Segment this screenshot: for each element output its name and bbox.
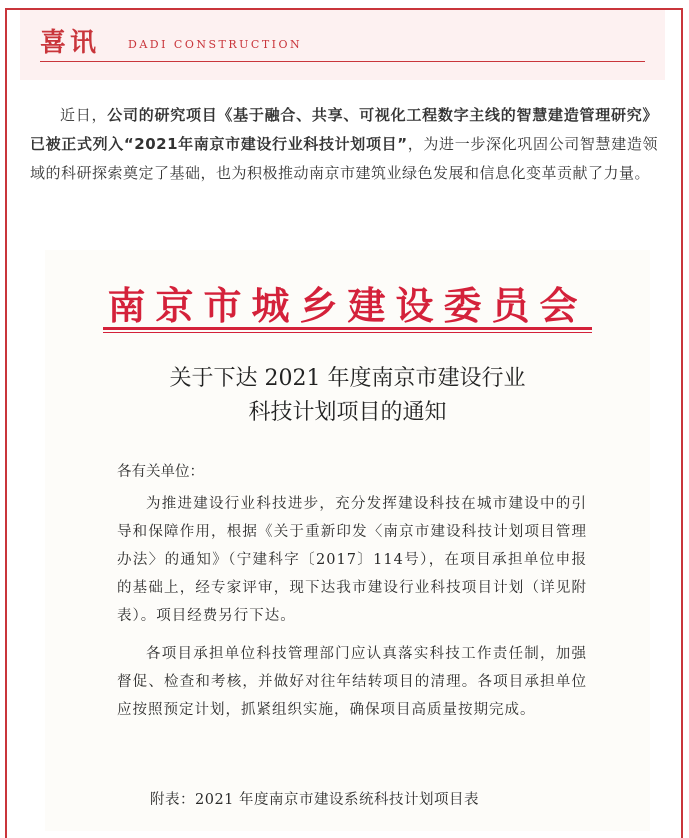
header-divider	[40, 61, 645, 62]
letterhead-rule-thick	[103, 327, 592, 330]
notice-document-image	[45, 250, 650, 831]
intro-lead: 近日，	[60, 106, 108, 124]
article-header	[20, 10, 665, 80]
notice-title	[45, 362, 650, 430]
letterhead-rule-thin	[103, 332, 592, 333]
header-title: 喜讯	[40, 28, 101, 58]
header-subtitle: DADI CONSTRUCTION	[128, 38, 303, 51]
intro-rest: ，为进一步深化巩固公司智慧建造领域的科研探索奠定了基础，也为积极推动南京市建筑业绿色发展和信息化变革贡献了力量。	[30, 135, 658, 182]
notice-title-line1: 关于下达 2021 年度南京市建设行业	[169, 366, 526, 391]
notice-salutation: 各有关单位：	[117, 464, 204, 480]
notice-paragraph-2: 各项目承担单位科技管理部门应认真落实科技工作责任制，加强督促、检查和考核，并做好对往年结转项目的清理。各项目承担单位应按照预定计划，抓紧组织实施，确保项目高质量按期完成。	[117, 646, 587, 718]
notice-paragraph-1: 为推进建设行业科技进步，充分发挥建设科技在城市建设中的引导和保障作用，根据《关于重新印发〈南京市建设科技计划项目管理办法〉的通知》（宁建科字〔2017〕114号），在项目承担单位申报的基础上，经专家评审，现下达我市建设行业科技项目计划（详见附表）。项目经费另行下达。	[117, 496, 587, 624]
notice-attachment: 附表：2021 年度南京市建设系统科技计划项目表	[150, 792, 480, 808]
intro-bold-text: 公司的研究项目《基于融合、共享、可视化工程数字主线的智慧建造管理研究》已被正式列入“2021年南京市建设行业科技计划项目”	[30, 106, 658, 153]
org-letterhead: 南京市城乡建设委员会	[107, 283, 588, 328]
intro-paragraph	[30, 101, 658, 188]
notice-title-line2: 科技计划项目的通知	[248, 400, 447, 425]
